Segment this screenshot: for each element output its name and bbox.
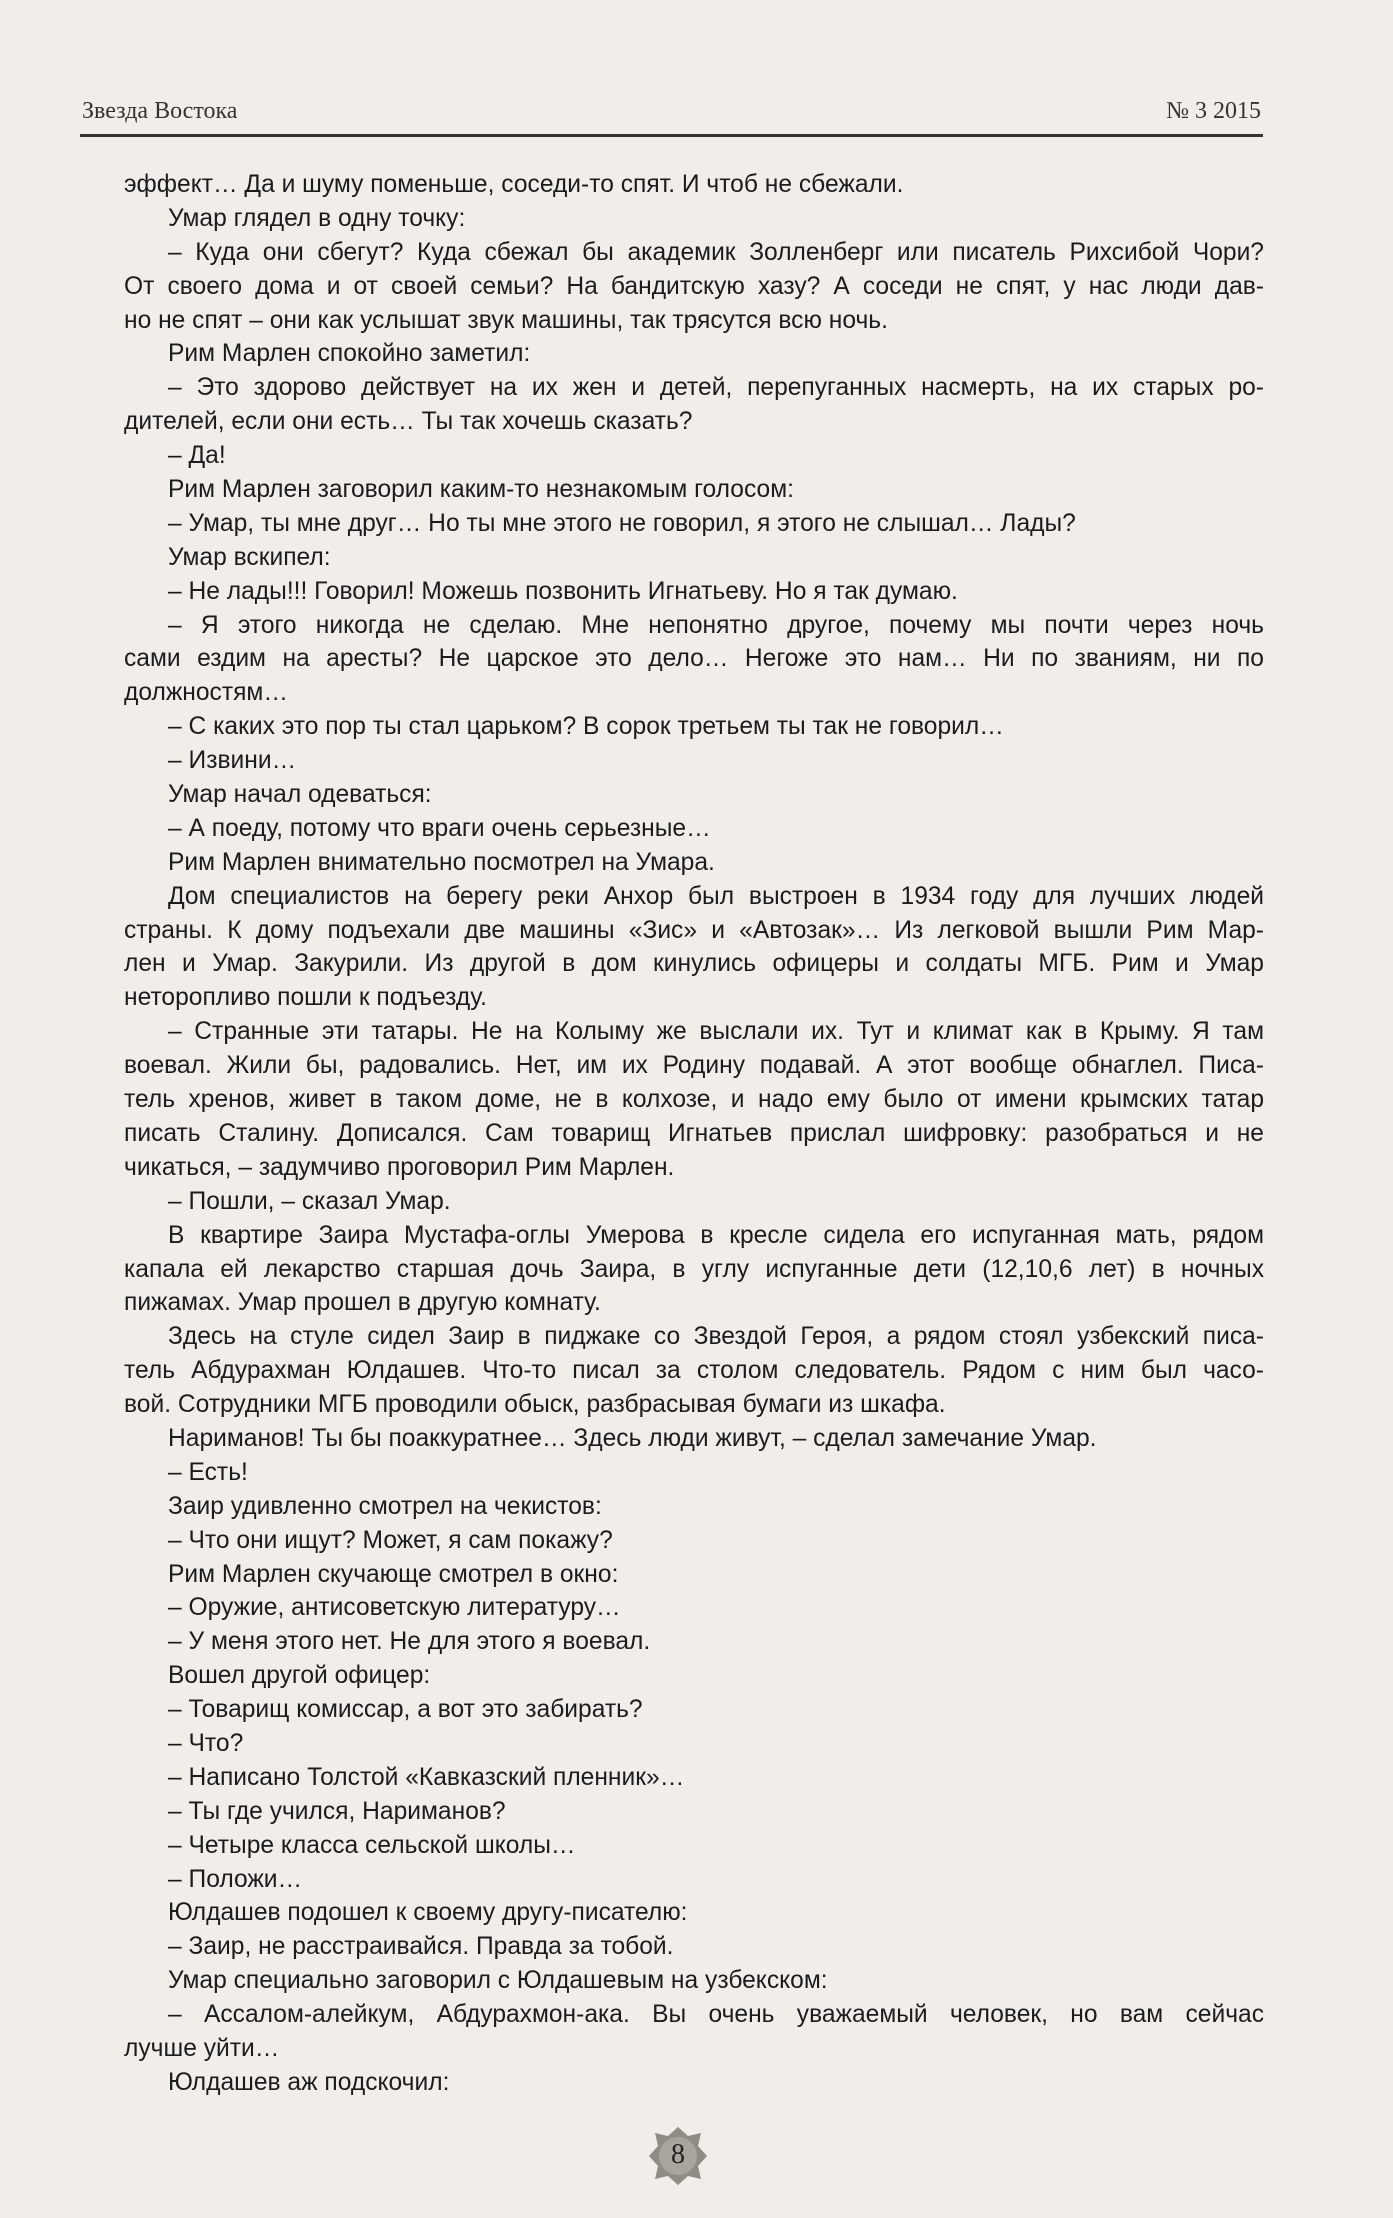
text-line: – Что?: [168, 1729, 244, 1757]
text-line: Заир удивленно смотрел на чекистов:: [168, 1492, 602, 1520]
text-line: чикаться, – задумчиво проговорил Рим Марлен.: [124, 1153, 675, 1181]
text-line: От своего дома и от своей семьи? На бандитскую хазу? А соседи не спят, у нас люди дав-: [124, 272, 1264, 300]
text-line: – Что они ищут? Может, я сам покажу?: [168, 1526, 613, 1554]
text-line: – А поеду, потому что враги очень серьезные…: [168, 814, 711, 842]
text-line: эффект… Да и шуму поменьше, соседи-то спят. И чтоб не сбежали.: [124, 171, 904, 198]
text-line: – Умар, ты мне друг… Но ты мне этого не говорил, я этого не слышал… Лады?: [168, 509, 1076, 537]
issue-number: № 3 2015: [1166, 98, 1261, 124]
text-line: должностям…: [124, 679, 288, 707]
text-line: – Странные эти татары. Не на Колыму же выслали их. Тут и климат как в Крыму. Я там: [168, 1018, 1264, 1046]
text-line: – Оружие, антисоветскую литературу…: [168, 1594, 621, 1622]
text-line: – У меня этого нет. Не для этого я воевал.: [168, 1628, 651, 1656]
text-line: пижамах. Умар прошел в другую комнату.: [124, 1289, 601, 1317]
text-line: Рим Марлен скучающе смотрел в окно:: [168, 1560, 619, 1588]
text-line: Рим Марлен заговорил каким-то незнакомым голосом:: [168, 476, 794, 504]
text-line: – Пошли, – сказал Умар.: [168, 1187, 451, 1215]
text-line: Рим Марлен спокойно заметил:: [168, 340, 531, 368]
page-number-badge: [648, 2126, 708, 2186]
text-line: – Это здорово действует на их жен и детей, перепуганных насмерть, на их старых ро-: [168, 374, 1264, 402]
text-line: – Есть!: [168, 1458, 248, 1486]
text-line: вой. Сотрудники МГБ проводили обыск, разбрасывая бумаги из шкафа.: [124, 1391, 946, 1419]
text-line: Юлдашев аж подскочил:: [168, 2068, 450, 2096]
text-line: неторопливо пошли к подъезду.: [124, 984, 487, 1012]
text-line: страны. К дому подъехали две машины «Зис» и «Автозак»… Из легковой вышли Рим Мар-: [124, 916, 1264, 944]
page-number: 8: [671, 2139, 685, 2170]
text-line: писать Сталину. Дописался. Сам товарищ Игнатьев прислал шифровку: разобраться и не: [124, 1119, 1264, 1147]
text-line: – Ассалом-алейкум, Абдурахмон-ака. Вы очень уважаемый человек, но вам сейчас: [168, 2001, 1264, 2029]
text-line: лен и Умар. Закурили. Из другой в дом кинулись офицеры и солдаты МГБ. Рим и Умар: [124, 950, 1264, 978]
text-line: Умар вскипел:: [168, 543, 331, 571]
text-line: лучше уйти…: [124, 2034, 280, 2062]
text-line: Вошел другой офицер:: [168, 1662, 431, 1690]
text-line: В квартире Заира Мустафа-оглы Умерова в кресле сидела его испуганная мать, рядом: [168, 1221, 1264, 1249]
text-line: – Куда они сбегут? Куда сбежал бы академик Золленберг или писатель Рихсибой Чори?: [168, 238, 1264, 266]
text-line: воевал. Жили бы, радовались. Нет, им их Родину подавай. А этот вообще обнаглел. Писа-: [124, 1052, 1264, 1080]
text-line: – Ты где учился, Нариманов?: [168, 1797, 506, 1825]
text-line: – Заир, не расстраивайся. Правда за тобой.: [168, 1933, 674, 1961]
text-line: Умар глядел в одну точку:: [168, 204, 466, 232]
running-header: [80, 98, 1263, 137]
text-line: – Я этого никогда не сделаю. Мне непонятно другое, почему мы почти через ночь: [168, 611, 1264, 639]
text-line: Умар специально заговорил с Юлдашевым на узбекском:: [168, 1967, 828, 1995]
article-body: [124, 168, 1264, 2100]
text-line: Здесь на стуле сидел Заир в пиджаке со Звездой Героя, а рядом стоял узбекский писа-: [168, 1323, 1264, 1351]
text-line: Рим Марлен внимательно посмотрел на Умара.: [168, 848, 715, 876]
text-line: – Да!: [168, 442, 226, 470]
text-line: тель Абдурахман Юлдашев. Что-то писал за столом следователь. Рядом с ним был часо-: [124, 1357, 1264, 1385]
text-line: Нариманов! Ты бы поаккуратнее… Здесь люди живут, – сделал замечание Умар.: [168, 1424, 1097, 1452]
text-line: – Четыре класса сельской школы…: [168, 1831, 576, 1859]
text-line: капала ей лекарство старшая дочь Заира, в углу испуганные дети (12,10,6 лет) в ночных: [124, 1255, 1264, 1283]
text-line: – Написано Толстой «Кавказский пленник»…: [168, 1763, 685, 1791]
text-line: – Извини…: [168, 747, 297, 775]
text-line: – С каких это пор ты стал царьком? В сорок третьем ты так не говорил…: [168, 713, 1004, 741]
text-line: – Не лады!!! Говорил! Можешь позвонить Игнатьеву. Но я так думаю.: [168, 577, 958, 605]
text-line: тель хренов, живет в таком доме, не в колхозе, и надо ему было от имени крымских татар: [124, 1086, 1264, 1114]
text-line: но не спят – они как услышат звук машины, так трясутся всю ночь.: [124, 306, 888, 334]
text-line: – Товарищ комиссар, а вот это забирать?: [168, 1696, 643, 1724]
text-line: Дом специалистов на берегу реки Анхор был выстроен в 1934 году для лучших людей: [168, 882, 1264, 910]
text-line: Умар начал одеваться:: [168, 781, 432, 809]
text-line: – Положи…: [168, 1865, 303, 1893]
text-line: сами ездим на аресты? Не царское это дело… Негоже это нам… Ни по званиям, ни по: [124, 645, 1264, 673]
text-line: Юлдашев подошел к своему другу-писателю:: [168, 1899, 688, 1927]
text-line: дителей, если они есть… Ты так хочешь сказать?: [124, 408, 693, 436]
magazine-title: Звезда Востока: [82, 98, 238, 124]
